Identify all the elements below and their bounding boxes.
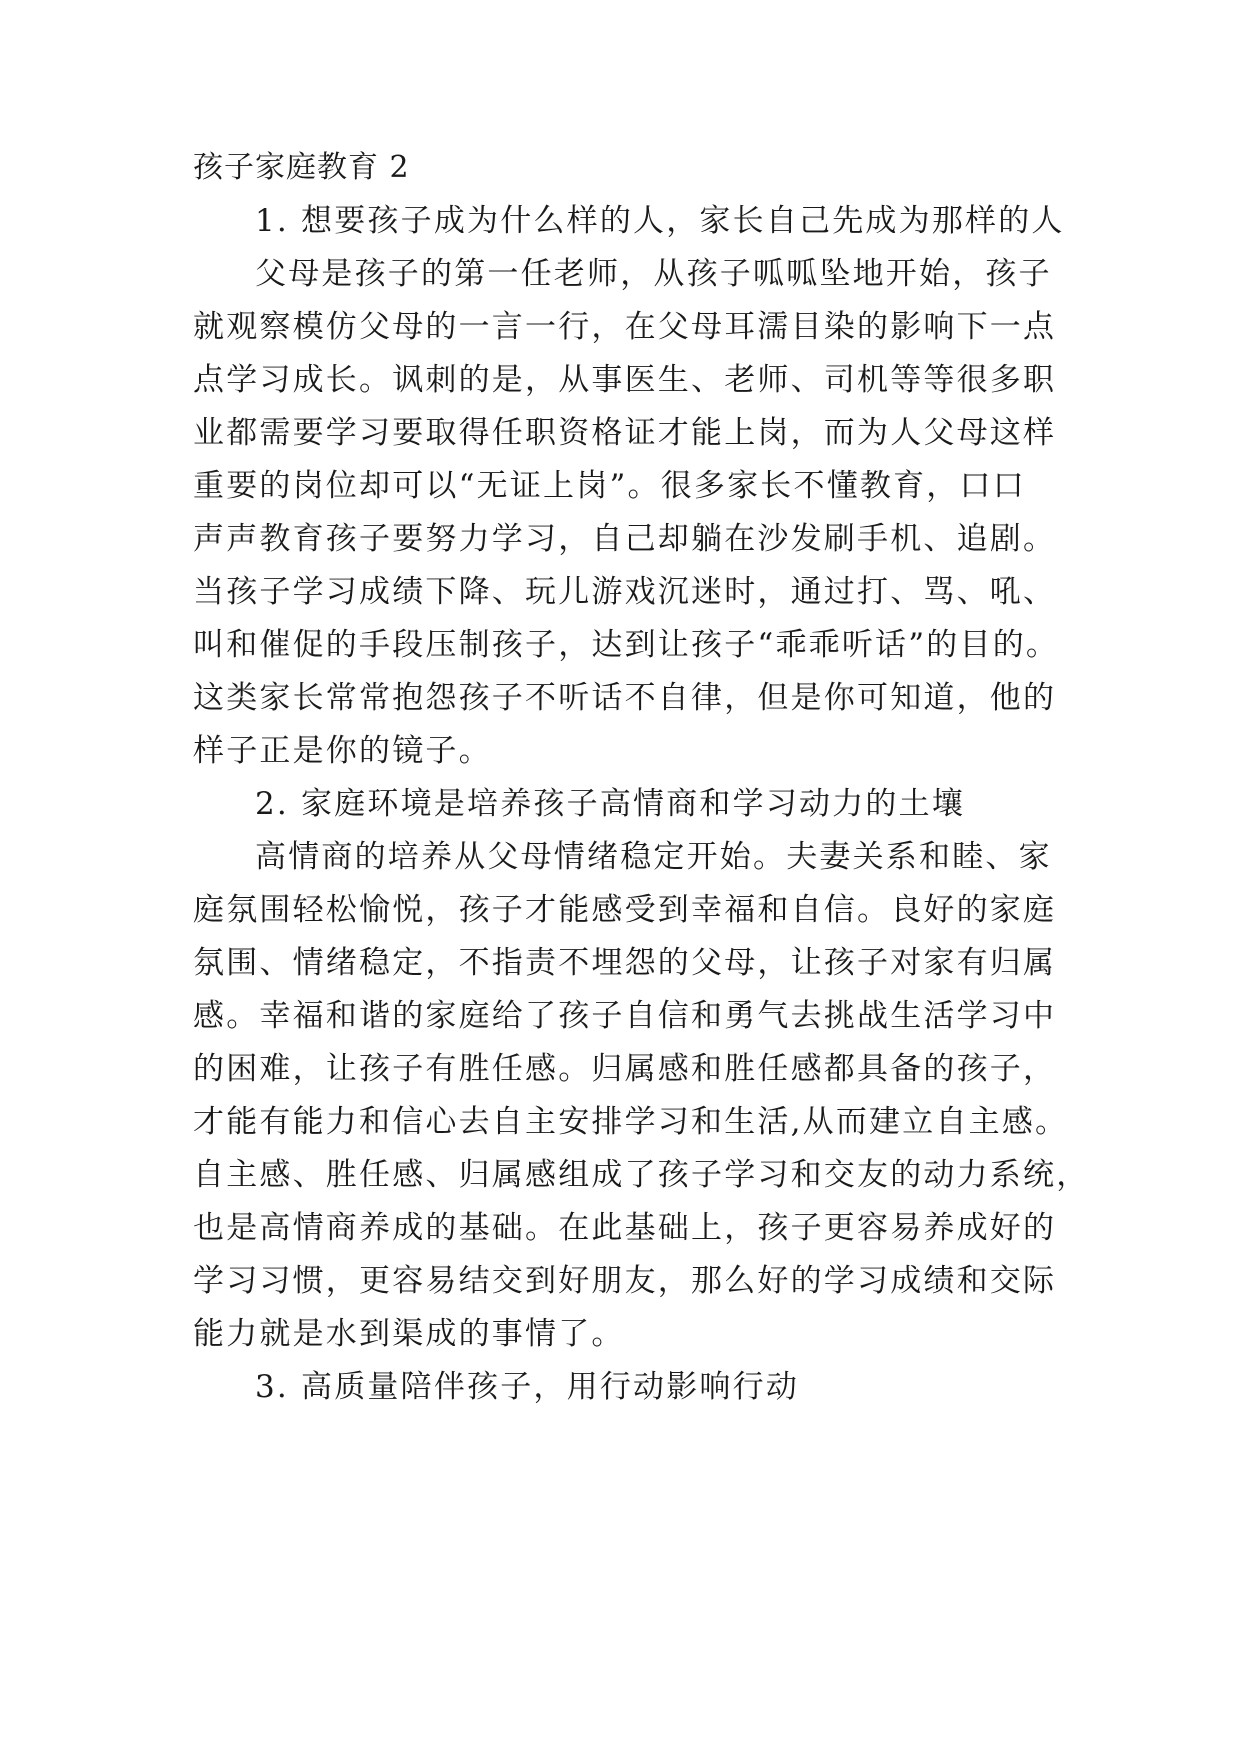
section-heading-2: 2. 家庭环境是培养孩子高情商和学习动力的土壤: [255, 786, 966, 822]
paragraph-line: 也是高情商养成的基础。在此基础上，孩子更容易养成好的: [193, 1210, 1057, 1246]
paragraph-line: 样子正是你的镜子。: [193, 733, 492, 769]
paragraph-line: 感。幸福和谐的家庭给了孩子自信和勇气去挑战生活学习中: [193, 998, 1057, 1034]
paragraph-line: 能力就是水到渠成的事情了。: [193, 1316, 625, 1352]
paragraph-line: 自主感、胜任感、归属感组成了孩子学习和交友的动力系统，: [193, 1157, 1090, 1193]
paragraph-line: 庭氛围轻松愉悦，孩子才能感受到幸福和自信。良好的家庭: [193, 892, 1057, 928]
paragraph-line: 重要的岗位却可以“无证上岗”。很多家长不懂教育，口口: [193, 468, 1026, 504]
paragraph-line: 声声教育孩子要努力学习，自己却躺在沙发刷手机、追剧。: [193, 521, 1057, 557]
paragraph-line: 的困难，让孩子有胜任感。归属感和胜任感都具备的孩子，: [193, 1051, 1057, 1087]
paragraph-line: 点学习成长。讽刺的是，从事医生、老师、司机等等很多职: [193, 362, 1057, 398]
paragraph-line: 当孩子学习成绩下降、玩儿游戏沉迷时，通过打、骂、吼、: [193, 574, 1057, 610]
paragraph-line: 高情商的培养从父母情绪稳定开始。夫妻关系和睦、家: [255, 839, 1052, 875]
paragraph-line: 叫和催促的手段压制孩子，达到让孩子“乖乖听话”的目的。: [193, 627, 1060, 663]
paragraph-line: 就观察模仿父母的一言一行，在父母耳濡目染的影响下一点: [193, 309, 1057, 345]
document-title: 孩子家庭教育 2: [193, 150, 410, 185]
section-heading-1: 1. 想要孩子成为什么样的人，家长自己先成为那样的人: [255, 203, 1065, 239]
section-heading-3: 3. 高质量陪伴孩子，用行动影响行动: [255, 1369, 800, 1405]
paragraph-line: 父母是孩子的第一任老师，从孩子呱呱坠地开始，孩子: [255, 256, 1052, 292]
paragraph-line: 这类家长常常抱怨孩子不听话不自律，但是你可知道，他的: [193, 680, 1057, 716]
paragraph-line: 才能有能力和信心去自主安排学习和生活,从而建立自主感。: [193, 1104, 1069, 1140]
paragraph-line: 学习习惯，更容易结交到好朋友，那么好的学习成绩和交际: [193, 1263, 1057, 1299]
paragraph-line: 业都需要学习要取得任职资格证才能上岗，而为人父母这样: [193, 415, 1057, 451]
paragraph-line: 氛围、情绪稳定，不指责不埋怨的父母，让孩子对家有归属: [193, 945, 1057, 981]
